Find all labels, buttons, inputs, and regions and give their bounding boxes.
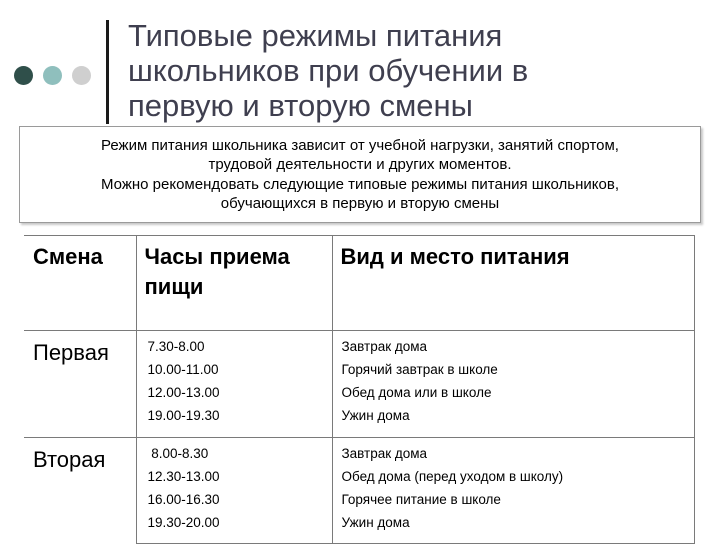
times-cell bbox=[136, 438, 332, 544]
meals-cell bbox=[332, 331, 694, 438]
meal-item: Горячее питание в школе bbox=[341, 492, 501, 507]
meal-item: Завтрак дома bbox=[341, 446, 428, 461]
time-item: 16.00-16.30 bbox=[147, 492, 220, 507]
dot-teal bbox=[43, 66, 62, 85]
table-header-row bbox=[24, 236, 694, 331]
time-item: 19.00-19.30 bbox=[147, 408, 220, 423]
meal-item: Обед дома или в школе bbox=[341, 385, 492, 400]
time-item: 10.00-11.00 bbox=[147, 362, 219, 377]
header-meal-hours: Часы приема пищи bbox=[136, 236, 332, 331]
shift-cell: Вторая bbox=[24, 438, 136, 544]
time-item: 19.30-20.00 bbox=[147, 515, 220, 530]
times-cell bbox=[136, 331, 332, 438]
intro-line: Режим питания школьника зависит от учебной нагрузки, занятий спортом, bbox=[101, 136, 619, 154]
meals-cell bbox=[332, 438, 694, 544]
time-item: 12.30-13.00 bbox=[147, 469, 220, 484]
meal-item: Завтрак дома bbox=[341, 339, 428, 354]
shift-cell: Первая bbox=[24, 331, 136, 438]
time-item: 7.30-8.00 bbox=[147, 339, 205, 354]
meal-item: Горячий завтрак в школе bbox=[341, 362, 498, 377]
intro-line: трудовой деятельности и других моментов. bbox=[208, 156, 512, 173]
intro-line: обучающихся в первую и вторую смены bbox=[220, 195, 500, 212]
title-line: школьников при обучении в bbox=[128, 53, 529, 88]
title-line: Типовые режимы питания bbox=[128, 18, 503, 53]
table-row bbox=[24, 331, 694, 438]
table-row bbox=[24, 438, 694, 544]
header-meal-type-place: Вид и место питания bbox=[332, 236, 694, 331]
decorative-dots bbox=[14, 66, 91, 85]
dot-grey bbox=[72, 66, 91, 85]
meal-item: Ужин дома bbox=[341, 515, 410, 530]
meal-schedule-table bbox=[24, 235, 695, 544]
header-shift: Смена bbox=[24, 236, 136, 331]
time-item: 8.00-8.30 bbox=[147, 446, 209, 461]
intro-line: Можно рекомендовать следующие типовые режимы питания школьников, bbox=[101, 175, 619, 193]
title-divider bbox=[106, 20, 109, 124]
page-title bbox=[128, 18, 708, 126]
intro-box bbox=[19, 126, 701, 223]
time-item: 12.00-13.00 bbox=[147, 385, 220, 400]
meal-item: Ужин дома bbox=[341, 408, 410, 423]
title-line: первую и вторую смены bbox=[128, 88, 473, 123]
meal-item: Обед дома (перед уходом в школу) bbox=[341, 469, 564, 484]
dot-dark bbox=[14, 66, 33, 85]
